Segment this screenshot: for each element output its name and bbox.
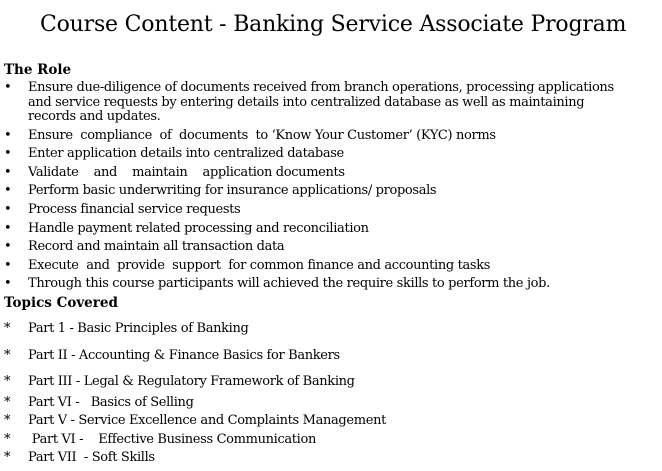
list-item	[0, 240, 662, 255]
topic-item-text: Part III - Legal & Regulatory Framework of Banking	[28, 374, 355, 389]
bullet-icon: •	[4, 164, 12, 180]
bullet-icon: •	[4, 146, 12, 162]
role-list	[0, 81, 662, 296]
role-item-text: Handle payment related processing and reconciliation	[28, 220, 369, 236]
role-item-text: Record and maintain all transaction data	[28, 239, 285, 255]
list-item	[0, 81, 662, 125]
role-item-text: Ensure due-diligence of documents received from branch operations, processing applications and service requests by entering details into centralized database as well as maintaining records and updates.	[28, 80, 614, 124]
topic-item-text: Part VII - Soft Skills	[28, 450, 155, 465]
bullet-icon: •	[4, 220, 12, 236]
topic-item-text: Part VI - Basics of Selling	[28, 395, 194, 410]
asterisk-icon: *	[4, 413, 11, 428]
bullet-icon: •	[4, 257, 12, 273]
bullet-icon: •	[4, 183, 12, 199]
topics-heading: Topics Covered	[4, 295, 118, 311]
bullet-icon: •	[4, 80, 12, 95]
asterisk-icon: *	[4, 432, 11, 447]
list-item	[0, 129, 662, 144]
topic-item-text: Part V - Service Excellence and Complaints Management	[28, 413, 386, 428]
bullet-icon: •	[4, 276, 12, 292]
list-item	[0, 277, 662, 292]
asterisk-icon: *	[4, 395, 11, 410]
role-item-text: Ensure compliance of documents to ‘Know Your Customer’ (KYC) norms	[28, 127, 496, 143]
topic-item-text: Part VI - Effective Business Communication	[28, 432, 316, 447]
role-item-text: Through this course participants will achieved the require skills to perform the job.	[28, 276, 550, 292]
role-item-text: Perform basic underwriting for insurance applications/ proposals	[28, 183, 437, 199]
list-item	[0, 259, 662, 274]
role-item-text: Process financial service requests	[28, 201, 241, 217]
asterisk-icon: *	[4, 321, 11, 336]
list-item	[0, 166, 662, 181]
document-title: Course Content - Banking Service Associate Program	[40, 12, 627, 37]
list-item	[0, 147, 662, 162]
role-item-text: Enter application details into centralized database	[28, 146, 344, 162]
list-item	[0, 222, 662, 237]
bullet-icon: •	[4, 201, 12, 217]
topic-item-text: Part II - Accounting & Finance Basics for Bankers	[28, 348, 340, 363]
list-item	[0, 203, 662, 218]
asterisk-icon: *	[4, 348, 11, 363]
role-item-text: Validate and maintain application documents	[28, 164, 345, 180]
bullet-icon: •	[4, 127, 12, 143]
topic-item-text: Part 1 - Basic Principles of Banking	[28, 321, 249, 336]
asterisk-icon: *	[4, 450, 11, 465]
role-heading: The Role	[4, 62, 72, 78]
bullet-icon: •	[4, 239, 12, 255]
role-item-text: Execute and provide support for common finance and accounting tasks	[28, 257, 491, 273]
list-item	[0, 184, 662, 199]
asterisk-icon: *	[4, 374, 11, 389]
